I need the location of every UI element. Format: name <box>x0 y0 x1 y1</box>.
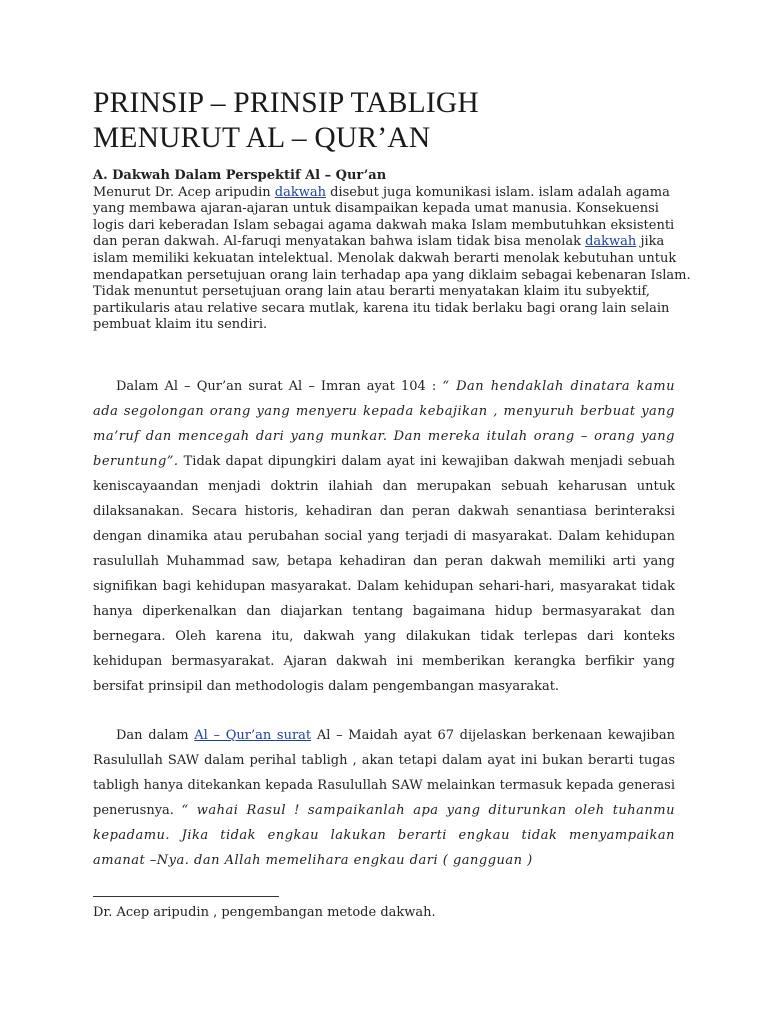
footnote: Dr. Acep aripudin , pengembangan metode dakwah. <box>93 905 436 920</box>
paragraph1-body: Tidak dapat dipungkiri dalam ayat ini kewajiban dakwah menjadi sebuah keniscayaandan menjadi doktrin ilahiah dan merupakan sebuah keharusan untuk dilaksanakan. Secara historis, kehadiran dan peran dakwah senantiasa berinteraksi dengan dinamika atau perubahan social yang terjadi di masyarakat. Dalam kehidupan rasulullah Muhammad saw, betapa kehadiran dan peran dakwah memiliki arti yang signifikan bagi kehidupan masyarakat. Dalam kehidupan sehari-hari, masyarakat tidak hanya diperkenalkan dan diajarkan tentang bagaimana hidup bermasyarakat dan bernegara. Oleh karena itu, dakwah yang dilakukan tidak terlepas dari konteks kehidupan bermasyarakat. Ajaran dakwah ini memberikan kerangka berfikir yang bersifat prinsipil dan methodologis dalam pengembangan masyarakat. <box>93 454 675 694</box>
footnote-divider <box>93 896 279 897</box>
quote-maidah-67: “ wahai Rasul ! sampaikanlah apa yang diturunkan oleh tuhanmu kepadamu. Jika tidak engkau lakukan berarti engkau tidak menyampaikan amanat –Nya. dan Allah memelihara engkau dari ( gangguan ) <box>93 803 675 868</box>
paragraph2-lead: Dan dalam <box>116 728 195 743</box>
section-text-2: disebut juga komunikasi islam. islam adalah agama yang membawa ajaran-ajaran untuk disampaikan kepada umat manusia. Konsekuensi logis dari keberadan Islam sebagai agama dakwah maka Islam membutuhkan eksistenti dan peran dakwah. Al-faruqi menyatakan bahwa islam tidak bisa menolak <box>93 184 675 250</box>
paragraph-imran <box>93 374 675 699</box>
document-title <box>93 86 693 156</box>
dakwah-link-1[interactable]: dakwah <box>274 184 326 200</box>
paragraph1-lead: Dalam Al – Qur’an surat Al – Imran ayat 104 : <box>116 379 443 394</box>
paragraph2-body: Al – Maidah ayat 67 dijelaskan berkenaan kewajiban Rasulullah SAW dalam perihal tabligh , akan tetapi dalam ayat ini bukan berarti tugas tabligh hanya ditekankan kepada Rasulullah SAW melainkan termasuk kepada generasi penerusnya. <box>93 728 675 818</box>
section-a <box>93 168 693 334</box>
section-text-3: jika islam memiliki kekuatan intelektual. Menolak dakwah berarti menolak kebutuhan untuk mendapatkan persetujuan orang lain terhadap apa yang diklaim sebagai kebenaran Islam. Tidak menuntut persetujuan orang lain atau berarti menyatakan klaim itu subyektif, partikularis atau relative secara mutlak, karena itu tidak berlaku bagi orang lain selain pembuat klaim itu sendiri. <box>93 234 691 333</box>
quran-surat-link[interactable]: Al – Qur’an surat <box>194 728 312 743</box>
section-text-1: Menurut Dr. Acep aripudin <box>93 184 275 200</box>
quote-imran-104: “ Dan hendaklah dinatara kamu ada segolongan orang yang menyeru kepada kebajikan , menyuruh berbuat yang ma’ruf dan mencegah dari yang munkar. Dan mereka itulah orang – orang yang beruntung”. <box>93 379 675 469</box>
title-line-2: MENURUT AL – QUR’AN <box>93 122 431 154</box>
title-line-1: PRINSIP – PRINSIP TABLIGH <box>93 87 479 119</box>
section-heading: A. Dakwah Dalam Perspektif Al – Qur’an <box>93 168 387 183</box>
dakwah-link-2[interactable]: dakwah <box>585 234 637 250</box>
paragraph-maidah <box>93 723 675 873</box>
